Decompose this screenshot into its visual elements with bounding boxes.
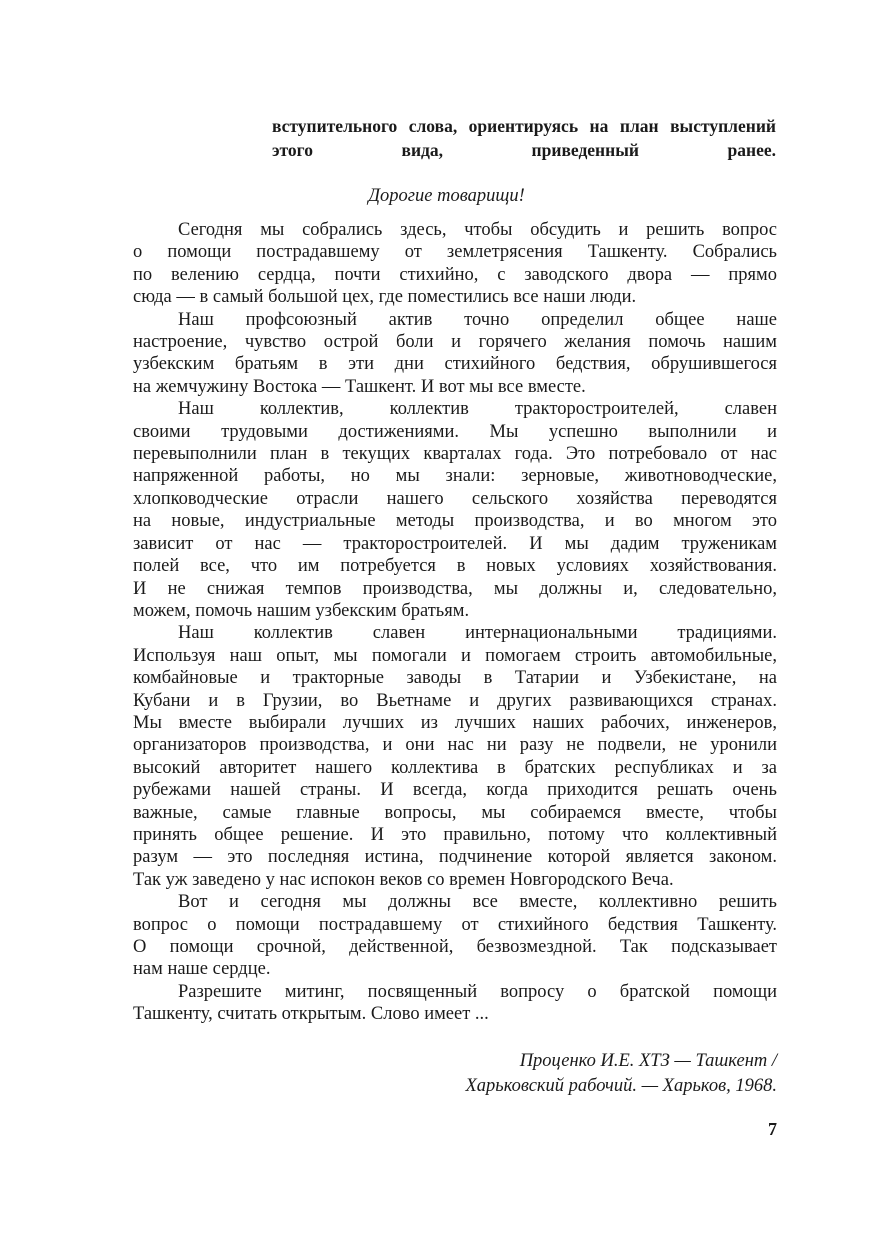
- text-line: зависит от нас — тракторостроителей. И мы дадим труженикам: [133, 533, 777, 554]
- paragraph: [133, 981, 777, 1026]
- text-line: своими трудовыми достижениями. Мы успешно выполнили и: [133, 421, 777, 442]
- paragraph: [133, 622, 777, 891]
- text-line: Наш профсоюзный актив точно определил общее наше: [178, 309, 777, 330]
- text-line: на жемчужину Востока — Ташкент. И вот мы все вместе.: [133, 376, 586, 397]
- source-citation: [300, 1049, 777, 1098]
- paragraph: [133, 891, 777, 981]
- text-line: Наш коллектив славен интернациональными традициями.: [178, 623, 777, 644]
- text-line: Сегодня мы собрались здесь, чтобы обсудить и решить вопрос: [178, 220, 777, 240]
- text-line: полей все, что им потребуется в новых условиях хозяйствования.: [133, 556, 777, 577]
- text-line: разум — это последняя истина, подчинение которой является законом.: [133, 847, 777, 868]
- text-line: по велению сердца, почти стихийно, с заводского двора — прямо: [133, 264, 777, 285]
- speech-body: [133, 219, 777, 1026]
- citation-line: Проценко И.Е. ХТЗ — Ташкент /: [519, 1051, 777, 1071]
- text-line: О помощи срочной, действенной, безвозмездной. Так подсказывает: [133, 937, 777, 957]
- text-line: рубежами нашей страны. И всегда, когда приходится решать очень: [133, 780, 777, 801]
- text-line: настроение, чувство острой боли и горячего желания помочь нашим: [133, 332, 777, 353]
- salutation: Дорогие товарищи!: [368, 186, 525, 206]
- text-line: Наш коллектив, коллектив тракторостроителей, славен: [178, 399, 777, 420]
- text-line: организаторов производства, и они нас ни разу не подвели, не уронили: [133, 735, 777, 756]
- text-line: сюда — в самый большой цех, где поместились все наши люди.: [133, 287, 637, 308]
- text-line: Так уж заведено у нас испокон веков со времен Новгородского Веча.: [133, 869, 674, 890]
- text-line: Мы вместе выбирали лучших из лучших наших рабочих, инженеров,: [133, 712, 777, 733]
- text-line: перевыполнили план в текущих кварталах года. Это потребовало от нас: [133, 444, 777, 465]
- intro-line: вступительного слова, ориентируясь на план выступлений: [272, 116, 776, 136]
- paragraph: [133, 309, 777, 399]
- text-line: комбайновые и тракторные заводы в Татарии и Узбекистане, на: [133, 668, 777, 689]
- intro-line: этого вида, приведенный ранее.: [272, 140, 776, 160]
- text-line: можем, помочь нашим узбекским братьям.: [133, 600, 470, 621]
- text-line: важные, самые главные вопросы, мы собираемся вместе, чтобы: [133, 802, 777, 823]
- text-line: Кубани и в Грузии, во Вьетнаме и других развивающихся странах.: [133, 690, 777, 711]
- paragraph: [133, 398, 777, 622]
- text-line: нам наше сердце.: [133, 959, 271, 980]
- text-line: о помощи пострадавшему от землетрясения Ташкенту. Собрались: [133, 242, 777, 263]
- citation-line: Харьковский рабочий. — Харьков, 1968.: [465, 1075, 777, 1096]
- text-line: Вот и сегодня мы должны все вместе, коллективно решить: [178, 892, 777, 913]
- text-line: Ташкенту, считать открытым. Слово имеет ...: [133, 1004, 489, 1025]
- paragraph: [133, 219, 777, 309]
- text-line: вопрос о помощи пострадавшему от стихийного бедствия Ташкенту.: [133, 914, 777, 935]
- page-number: 7: [768, 1119, 777, 1139]
- intro-text: [272, 114, 776, 162]
- text-line: И не снижая темпов производства, мы должны и, следовательно,: [133, 578, 777, 599]
- text-line: хлопководческие отрасли нашего сельского хозяйства переводятся: [133, 488, 777, 509]
- text-line: на новые, индустриальные методы производства, и во многом это: [133, 511, 777, 532]
- text-line: напряженной работы, но мы знали: зерновые, животноводческие,: [133, 466, 777, 487]
- text-line: высокий авторитет нашего коллектива в братских республиках и за: [133, 757, 777, 778]
- text-line: Используя наш опыт, мы помогали и помогаем строить автомобильные,: [133, 645, 777, 666]
- text-line: узбекским братьям в эти дни стихийного бедствия, обрушившегося: [133, 354, 777, 375]
- text-line: Разрешите митинг, посвященный вопросу о братской помощи: [178, 981, 777, 1002]
- text-line: принять общее решение. И это правильно, потому что коллективный: [133, 824, 777, 845]
